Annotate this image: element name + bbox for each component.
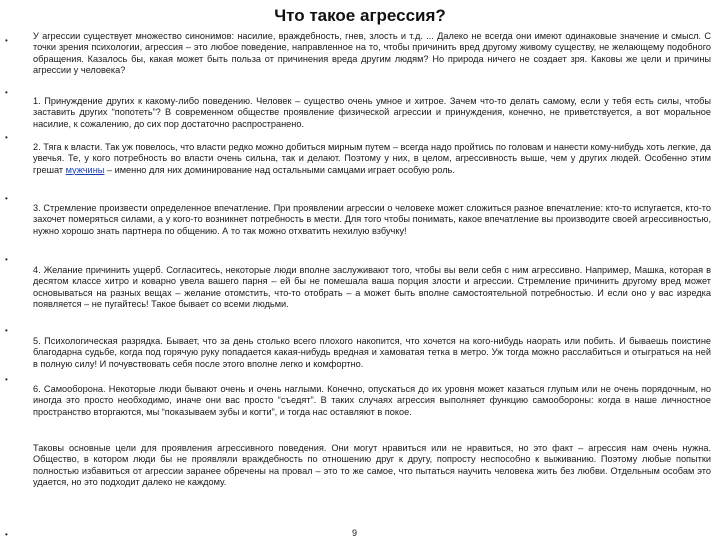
- reason-1-paragraph: 1. Принуждение других к какому-либо поведению. Человек – существо очень умное и хитрое. Зачем что-то делать самому, если у тебя есть силы, чтобы заставить других “попотеть”? В современном обществе проявление физической агрессии и принуждения, конечно, не приветствуется, а вот моральное насилие, к сожалению, до сих пор достаточно распространено.: [33, 96, 711, 129]
- bullet-marker: •: [5, 255, 8, 264]
- reason-2-paragraph: [33, 142, 711, 176]
- reason-3-paragraph: 3. Стремление произвести определенное впечатление. При проявлении агрессии о человеке может сложиться разное впечатление: кто-то испугается, кто-то захочет померяться силами, а у кого-то возникнет потребность в мести. Для того чтобы понимать, какое впечатление вы производите своей агрессивностью, нужно хорошо знать партнера по общению. А то так можно отхватить нехилую взбучку!: [33, 203, 711, 236]
- reason-2-text-after: – именно для них доминирование над остальными самцами играет особую роль.: [104, 164, 455, 175]
- reason-5-paragraph: 5. Психологическая разрядка. Бывает, что за день столько всего плохого накопится, что хочется на кого-нибудь наорать или побить. И бываешь поистине благодарна судьбе, когда под горячую руку попадается какая-нибудь вредная и хамоватая тетка в метро. Уж тогда можно расслабиться и отыграться на ней в полную силу! И почувствовать себя после этого вполне легко и комфортно.: [33, 336, 711, 369]
- men-link[interactable]: мужчины: [65, 164, 105, 175]
- bullet-marker: •: [5, 375, 8, 384]
- reason-4-paragraph: 4. Желание причинить ущерб. Согласитесь, некоторые люди вполне заслуживают того, чтобы вы вели себя с ним агрессивно. Например, Машка, которая в десятом классе хитро и коварно увела вашего парня – ей бы не помешала ваша порция злости и агрессии. Стремление причинить другому вред может основываться на разных вещах – желание отомстить, что-то отобрать – а может быть вполне самостоятельной потребностью. И если оно у вас изредка появляется – не пугайтесь! Такое бывает со всеми людьми.: [33, 265, 711, 309]
- bullet-marker: •: [5, 326, 8, 335]
- page-title: Что такое агрессия?: [274, 6, 446, 25]
- bullet-marker: •: [5, 194, 8, 203]
- reason-6-paragraph: 6. Самооборона. Некоторые люди бывают очень и очень наглыми. Конечно, опускаться до их уровня может казаться глупым или не очень порядочным, но иногда это просто необходимо, иначе они вас просто “съедят”. В таких случаях агрессия выполняет функцию самообороны: когда в наше личностное пространство вторгаются, мы “показываем зубы и когти”, и тогда нас оставляют в покое.: [33, 384, 711, 417]
- conclusion-paragraph: Таковы основные цели для проявления агрессивного поведения. Они могут нравиться или не нравиться, но это факт – агрессия нам очень нужна. Общество, в котором люди бы не проявляли враждебность по отношению друг к другу, попросту неспособно к выживанию. Поэтому любые попытки полностью избавиться от агрессии заранее обречены на провал – это то же самое, что пытаться научить человека жить без любви. Отдельным особам это удается, но это подходит далеко не каждому.: [33, 443, 711, 487]
- bullet-marker: •: [5, 133, 8, 142]
- intro-paragraph: У агрессии существует множество синонимов: насилие, враждебность, гнев, злость и т.д. ... Далеко не всегда они имеют одинаковые значение и смысл. С точки зрения психологии, агрессия – это любое поведение, направленное на то, чтобы причинить вред другому живому существу, не желающему подобного обращения. Казалось бы, какая может быть польза от причинения вреда другим людям? Но природа ничего не создает зря. Каковы же цели и причины агрессии у человека?: [33, 31, 711, 75]
- bullet-marker: •: [5, 530, 8, 539]
- page-number: 9: [352, 528, 358, 538]
- bullet-marker: •: [5, 88, 8, 97]
- bullet-marker: •: [5, 36, 8, 45]
- reason-2-text-before: 2. Тяга к власти. Так уж повелось, что власти редко можно добиться мирным путем – всегда надо пройтись по головам и нанести кому-нибудь хоть легкие, да увечья. Те, у кого потребность во власти очень сильна, так и делают. Поэтому у них, в целом, агрессивность выше, чем у других людей. Особенно этим грешат: [33, 142, 711, 175]
